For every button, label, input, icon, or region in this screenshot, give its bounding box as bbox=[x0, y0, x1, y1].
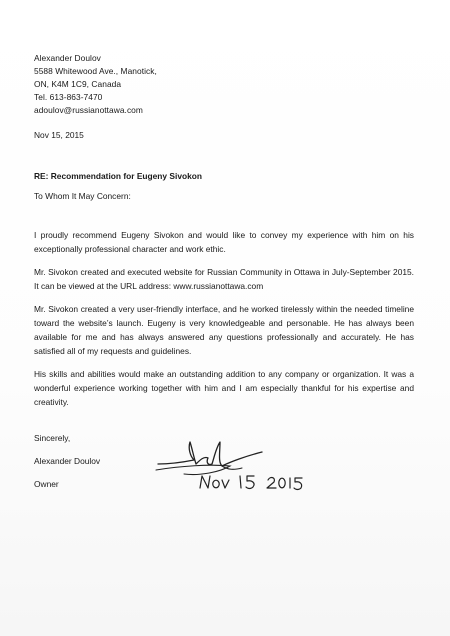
sender-city: ON, K4M 1C9, Canada bbox=[34, 79, 122, 89]
letter-date: Nov 15, 2015 bbox=[34, 130, 84, 140]
sender-phone: Tel. 613-863-7470 bbox=[34, 92, 103, 102]
body-paragraph-3: Mr. Sivokon created a very user-friendly interface, and he worked tirelessly within the needed timeline toward the website’s launch. Eugeny is very knowledgeable and personable. He has always been available for me and has always answered any questions professionally and accurately. He has satisfied all of my requests and guidelines. bbox=[34, 304, 414, 356]
sender-email: adoulov@russianottawa.com bbox=[34, 105, 143, 115]
salutation: To Whom It May Concern: bbox=[34, 191, 131, 201]
letter-body bbox=[34, 228, 414, 418]
body-paragraph-1: I proudly recommend Eugeny Sivokon and would like to convey my experience with him on his exceptionally professional character and work ethic. bbox=[34, 230, 414, 254]
valediction: Sincerely, bbox=[34, 433, 71, 443]
closing-name: Alexander Doulov bbox=[34, 456, 101, 466]
handwritten-signature bbox=[150, 434, 310, 496]
body-paragraph-4: His skills and abilities would make an outstanding addition to any company or organization. It was a wonderful experience working together with him and I am especially thankful for his expertise and creativity. bbox=[34, 369, 414, 407]
body-paragraph-2: Mr. Sivokon created and executed website for Russian Community in Ottawa in July-September 2015. It can be viewed at the URL address: www.russianottawa.com bbox=[34, 267, 414, 291]
closing-title: Owner bbox=[34, 479, 59, 489]
sender-street: 5588 Whitewood Ave., Manotick, bbox=[34, 66, 157, 76]
subject-line: RE: Recommendation for Eugeny Sivokon bbox=[34, 171, 202, 181]
sender-name: Alexander Doulov bbox=[34, 53, 101, 63]
sender-address-block bbox=[34, 52, 157, 117]
closing-block bbox=[34, 432, 100, 501]
